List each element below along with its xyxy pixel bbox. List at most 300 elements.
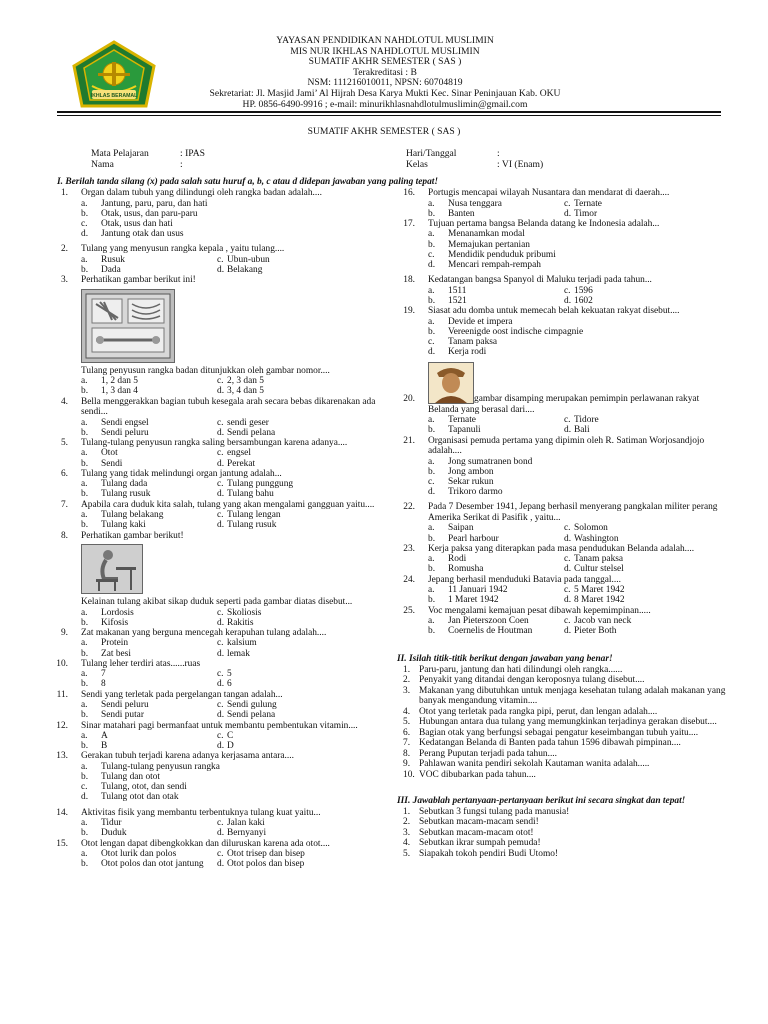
option-text: Ubun-ubun xyxy=(227,254,270,265)
option-letter: a. xyxy=(81,376,88,387)
question-stem xyxy=(50,690,378,701)
option-text: 5 xyxy=(227,669,232,680)
question-stem xyxy=(397,275,727,286)
answer-options xyxy=(81,255,378,275)
question-text: Pada 7 Desember 1941, Jepang berhasil menyerang pangkalan militer perang Amerika Serikat di Pasifik , yaitu... xyxy=(428,502,718,523)
option-letter: c. xyxy=(428,477,435,487)
question-text: Gerakan tubuh terjadi karena adanya kerjasama antara.... xyxy=(81,751,294,762)
answer-option xyxy=(81,772,378,782)
item-text: Sebutkan ikrar sumpah pemuda! xyxy=(419,838,541,849)
item-text: Pahlawan wanita pendiri sekolah Kautaman wanita adalah..... xyxy=(419,759,650,770)
option-letter: b. xyxy=(428,326,436,337)
item-text: VOC dibubarkan pada tahun.... xyxy=(419,769,536,780)
option-text: Jan Pieterszoon Coen xyxy=(448,616,529,626)
option-text: Sendi peluru xyxy=(101,700,149,711)
option-text: Memajukan pertanian xyxy=(448,239,530,250)
option-text: Nusa tenggara xyxy=(448,198,502,209)
answer-option-row xyxy=(81,386,378,396)
answer-options xyxy=(428,229,727,270)
question-stem xyxy=(397,606,727,617)
option-text: Dada xyxy=(101,264,121,275)
answer-options xyxy=(81,376,378,396)
question xyxy=(50,628,378,659)
option-text: Tulang dan otot xyxy=(101,772,161,783)
answer-option-row xyxy=(81,510,378,520)
question xyxy=(50,721,378,752)
option-letter: a. xyxy=(428,456,435,467)
option-letter: d. xyxy=(217,710,225,721)
option-text: Tidur xyxy=(101,818,122,829)
item-text: Makanan yang dibutuhkan untuk menjaga kesehatan tulang adalah makanan yang banyak mengandung vitamin.... xyxy=(419,685,726,707)
answer-options xyxy=(81,669,378,689)
option-text: Protein xyxy=(101,638,129,649)
option-text: Devide et impera xyxy=(448,316,513,327)
name-value: : xyxy=(180,158,183,170)
option-text: Tulang rusuk xyxy=(227,520,277,531)
fill-in-item xyxy=(397,759,727,770)
item-number: 2. xyxy=(403,817,411,828)
answer-option-row xyxy=(81,649,378,659)
option-letter: c. xyxy=(217,638,224,649)
name-label: Nama xyxy=(91,158,114,170)
option-letter: b. xyxy=(81,648,89,659)
question xyxy=(50,188,378,244)
essay-item xyxy=(397,817,727,828)
class-label: Kelas xyxy=(406,158,428,170)
option-text: Sendi engsel xyxy=(101,417,149,428)
option-text: Menanamkan modal xyxy=(448,229,525,240)
question xyxy=(397,275,727,306)
option-text: Otot polos dan bisep xyxy=(227,859,305,870)
answer-option-row xyxy=(81,618,378,628)
answer-option-row xyxy=(81,448,378,458)
question-stem xyxy=(397,362,727,415)
option-letter: c. xyxy=(564,523,571,534)
answer-options xyxy=(81,700,378,720)
option-text: Ternate xyxy=(574,198,602,209)
question-stem xyxy=(50,469,378,480)
option-letter: a. xyxy=(81,417,88,428)
option-letter: c. xyxy=(564,616,571,626)
portrait-image xyxy=(428,362,474,404)
answer-option xyxy=(428,229,727,239)
option-letter: a. xyxy=(428,415,435,426)
question-stem xyxy=(50,839,378,850)
option-letter: b. xyxy=(81,617,89,628)
option-letter: d. xyxy=(217,828,225,839)
essay-item xyxy=(397,807,727,818)
answer-option-row xyxy=(81,741,378,751)
option-letter: b. xyxy=(81,828,89,839)
answer-option-row xyxy=(428,626,727,636)
question-stem xyxy=(50,531,378,542)
option-text: 1, 2 dan 5 xyxy=(101,376,138,387)
question-number: 17. xyxy=(403,218,415,229)
question-text: Sendi yang terletak pada pergelangan tangan adalah... xyxy=(81,689,283,700)
option-letter: d. xyxy=(564,208,572,219)
question-stem xyxy=(397,306,727,317)
question-number: 2. xyxy=(60,244,68,255)
option-text: Sendi pelana xyxy=(227,427,276,438)
option-letter: a. xyxy=(428,198,435,209)
item-number: 1. xyxy=(403,664,411,675)
option-letter: c. xyxy=(428,249,435,260)
option-text: Sendi pelana xyxy=(227,710,276,721)
option-text: 1596 xyxy=(574,285,593,296)
option-text: B xyxy=(101,741,108,752)
option-text: D xyxy=(227,741,234,752)
answer-option-row xyxy=(428,534,727,544)
answer-options xyxy=(428,523,727,543)
answer-option xyxy=(428,347,727,357)
answer-options xyxy=(428,585,727,605)
item-number: 9. xyxy=(403,759,411,770)
option-letter: c. xyxy=(564,285,571,296)
question-number: 12. xyxy=(56,720,68,731)
question xyxy=(50,690,378,721)
fill-in-item xyxy=(397,738,727,749)
question-stem xyxy=(397,544,727,555)
question-number: 23. xyxy=(403,543,415,554)
option-letter: b. xyxy=(81,458,89,469)
option-letter: d. xyxy=(428,347,436,358)
answer-option xyxy=(428,250,727,260)
option-text: Sendi peluru xyxy=(101,427,149,438)
option-text: Tulang-tulang penyusun rangka xyxy=(101,761,220,772)
answer-option-row xyxy=(81,731,378,741)
answer-options xyxy=(81,199,378,240)
answer-option-row xyxy=(428,595,727,605)
fill-in-item xyxy=(397,675,727,686)
option-text: Tulang dada xyxy=(101,479,148,490)
question xyxy=(50,469,378,500)
question-number: 7. xyxy=(60,499,68,510)
question xyxy=(50,659,378,690)
option-text: Rakitis xyxy=(227,617,254,628)
question xyxy=(397,188,727,219)
answer-options xyxy=(428,554,727,574)
option-letter: b. xyxy=(81,772,89,783)
option-text: Tulang kaki xyxy=(101,520,146,531)
option-text: 8 xyxy=(101,679,106,690)
question-text: Otot lengan dapat dibengkokkan dan diluruskan karena ada otot.... xyxy=(81,838,330,849)
option-letter: c. xyxy=(217,417,224,428)
item-text: Siapakah tokoh pendiri Budi Utomo! xyxy=(419,848,559,859)
fill-in-item xyxy=(397,686,727,707)
answer-option xyxy=(428,240,727,250)
question xyxy=(50,275,378,396)
answer-option xyxy=(428,260,727,270)
option-text: Tulang otot dan otak xyxy=(101,792,179,803)
answer-option-row xyxy=(81,669,378,679)
option-letter: b. xyxy=(81,489,89,500)
answer-options xyxy=(81,762,378,803)
answer-options xyxy=(428,199,727,219)
question-number: 8. xyxy=(60,530,68,541)
option-letter: a. xyxy=(428,285,435,296)
answer-options xyxy=(81,479,378,499)
option-text: Otot lurik dan polos xyxy=(101,849,177,859)
question-text: Bella menggerakkan bagian tubuh kesegala arah secara bebas dikarenakan ada sendi... xyxy=(81,396,376,417)
question xyxy=(397,436,727,503)
answer-option-row xyxy=(81,828,378,838)
question-text: Tulang-tulang penyusun rangka saling bersambungan karena adanya.... xyxy=(81,437,348,448)
question-text: Tulang yang menyusun rangka kepala , yaitu tulang.... xyxy=(81,244,285,255)
option-letter: b. xyxy=(428,595,436,606)
question-text: Tujuan pertama bangsa Belanda datang ke Indonesia adalah... xyxy=(428,218,660,229)
option-letter: b. xyxy=(428,626,436,637)
answer-option-row xyxy=(81,679,378,689)
option-text: Saipan xyxy=(448,523,474,534)
answer-option xyxy=(428,337,727,347)
option-letter: d. xyxy=(217,489,225,500)
option-text: 1602 xyxy=(574,295,593,306)
option-letter: a. xyxy=(81,849,88,859)
option-letter: b. xyxy=(81,741,89,752)
option-text: 7 xyxy=(101,669,106,680)
question xyxy=(50,751,378,807)
option-letter: b. xyxy=(428,564,436,575)
option-letter: b. xyxy=(81,208,89,219)
option-text: sendi geser xyxy=(227,417,269,428)
question-text: Kedatangan bangsa Spanyol di Maluku terjadi pada tahun... xyxy=(428,275,652,286)
option-letter: b. xyxy=(81,859,89,870)
option-letter: c. xyxy=(217,700,224,711)
answer-options xyxy=(81,448,378,468)
question-text: Perhatikan gambar berikut ini! xyxy=(81,275,196,286)
question-number: 24. xyxy=(403,574,415,585)
question-number: 6. xyxy=(60,468,68,479)
question-continuation: Tulang penyusun rangka badan ditunjukkan oleh gambar nomor.... xyxy=(81,365,330,376)
answer-option-row xyxy=(81,459,378,469)
option-letter: c. xyxy=(217,376,224,387)
date-value: : xyxy=(497,148,500,159)
fill-in-item xyxy=(397,707,727,718)
answer-option xyxy=(428,327,727,337)
item-number: 10. xyxy=(403,769,415,780)
answer-option-row xyxy=(81,818,378,828)
item-number: 6. xyxy=(403,727,411,738)
option-text: 3, 4 dan 5 xyxy=(227,386,264,397)
answer-options xyxy=(81,418,378,438)
question-stem xyxy=(50,275,378,286)
option-letter: b. xyxy=(428,208,436,219)
option-text: Mencari rempah-rempah xyxy=(448,259,541,270)
answer-options xyxy=(81,849,378,869)
option-text: Sendi gulung xyxy=(227,700,277,711)
answer-option-row xyxy=(81,428,378,438)
option-letter: c. xyxy=(217,607,224,618)
answer-option-row xyxy=(428,286,727,296)
answer-option-row xyxy=(81,700,378,710)
option-letter: b. xyxy=(428,533,436,544)
option-letter: c. xyxy=(217,669,224,680)
option-text: Rodi xyxy=(448,554,467,565)
question xyxy=(397,362,727,435)
option-text: Tapanuli xyxy=(448,425,481,436)
option-letter: d. xyxy=(217,427,225,438)
item-number: 3. xyxy=(403,827,411,838)
option-text: Sekar rukun xyxy=(448,477,494,487)
option-text: Duduk xyxy=(101,828,127,839)
option-text: 1511 xyxy=(448,285,467,296)
option-text: Otak, usus dan hati xyxy=(101,218,173,229)
answer-options xyxy=(81,818,378,838)
option-letter: c. xyxy=(217,818,224,829)
option-text: Jong ambon xyxy=(448,466,494,477)
answer-option xyxy=(81,782,378,792)
option-text: Jalan kaki xyxy=(227,818,265,829)
option-letter: d. xyxy=(564,533,572,544)
option-letter: b. xyxy=(81,679,89,690)
option-text: Perekat xyxy=(227,458,256,469)
option-text: Rusuk xyxy=(101,254,125,265)
option-text: Tulang, otot, dan sendi xyxy=(101,782,187,793)
item-text: Kedatangan Belanda di Banten pada tahun 1596 dibawah pimpinan.... xyxy=(419,738,681,749)
question-number: 14. xyxy=(56,807,68,818)
question-stem xyxy=(50,721,378,732)
option-text: Otot xyxy=(101,448,118,459)
option-text: 6 xyxy=(227,679,232,690)
question-number: 4. xyxy=(60,396,68,407)
option-text: Cultur stelsel xyxy=(574,564,624,575)
item-text: Bagian otak yang berfungsi sebagai pengatur keseimbangan tubuh yaitu.... xyxy=(419,727,699,738)
option-text: Kifosis xyxy=(101,617,129,628)
option-text: Tulang punggung xyxy=(227,479,294,490)
option-text: Tulang rusuk xyxy=(101,489,151,500)
answer-option xyxy=(81,762,378,772)
option-letter: a. xyxy=(428,554,435,565)
option-text: Otot trisep dan bisep xyxy=(227,849,305,859)
question-stem xyxy=(397,436,727,457)
option-letter: a. xyxy=(428,229,435,240)
option-letter: d. xyxy=(217,859,225,870)
question-text: Tulang yang tidak melindungi organ jantung adalah... xyxy=(81,468,282,479)
option-text: 8 Maret 1942 xyxy=(574,595,625,606)
question-stem xyxy=(50,244,378,255)
option-text: kalsium xyxy=(227,638,257,649)
question xyxy=(50,244,378,275)
item-number: 4. xyxy=(403,706,411,717)
answer-option-row xyxy=(81,265,378,275)
question-stem xyxy=(50,188,378,199)
subject-value: : IPAS xyxy=(180,148,205,159)
option-letter: c. xyxy=(564,554,571,565)
answer-option xyxy=(428,487,727,497)
answer-options xyxy=(81,608,378,628)
option-text: Coernelis de Houtman xyxy=(448,626,533,637)
answer-option-row xyxy=(428,616,727,626)
item-number: 8. xyxy=(403,748,411,759)
question-number: 5. xyxy=(60,437,68,448)
header-rule-thin xyxy=(57,115,721,116)
option-text: Tidore xyxy=(574,415,599,426)
page-title: SUMATIF AKHR SEMESTER ( SAS ) xyxy=(307,126,461,137)
item-text: Perang Puputan terjadi pada tahun.... xyxy=(419,748,557,759)
question xyxy=(50,839,378,870)
letterhead xyxy=(200,36,570,110)
option-letter: a. xyxy=(81,761,88,772)
option-letter: a. xyxy=(81,700,88,711)
answer-option-row xyxy=(81,859,378,869)
option-letter: b. xyxy=(81,264,89,275)
option-letter: d. xyxy=(564,425,572,436)
class-value: : VI (Enam) xyxy=(497,158,544,170)
option-text: Jong sumatranen bond xyxy=(448,456,533,467)
questions-left-column xyxy=(50,188,378,869)
question xyxy=(50,500,378,531)
question-text: Kerja paksa yang diterapkan pada masa pendudukan Belanda adalah.... xyxy=(428,543,695,554)
question-text: gambar disamping merupakan pemimpin perlawanan rakyat Belanda yang berasal dari.... xyxy=(428,394,700,415)
option-letter: a. xyxy=(81,818,88,829)
question xyxy=(50,397,378,438)
question-number: 20. xyxy=(403,394,415,405)
option-text: Romusha xyxy=(448,564,484,575)
item-text: Otot yang terletak pada rangka pipi, perut, dan lengan adalah.... xyxy=(419,706,658,717)
answer-option xyxy=(428,477,727,487)
option-letter: d. xyxy=(217,520,225,531)
question-text: Jepang berhasil menduduki Batavia pada tanggal.... xyxy=(428,574,621,585)
section-2-title: II. Isilah titik-titik berikut dengan jawaban yang benar! xyxy=(397,654,613,665)
option-letter: a. xyxy=(81,479,88,490)
option-letter: d. xyxy=(564,295,572,306)
answer-option-row xyxy=(81,520,378,530)
question-text: Sinar matahari pagi bermanfaat untuk membantu pembentukan vitamin.... xyxy=(81,720,358,731)
header-rule-thick xyxy=(57,111,721,113)
option-text: Tanam paksa xyxy=(574,554,624,565)
item-number: 2. xyxy=(403,675,411,686)
item-number: 5. xyxy=(403,717,411,728)
option-letter: a. xyxy=(81,731,88,741)
option-letter: d. xyxy=(564,626,572,637)
answer-option xyxy=(428,467,727,477)
item-number: 5. xyxy=(403,848,411,859)
item-text: Paru-paru, jantung dan hati dilindungi oleh rangka...... xyxy=(419,664,623,675)
option-text: Sendi xyxy=(101,458,123,469)
accreditation: Terakreditasi : B xyxy=(353,66,417,78)
question-number: 3. xyxy=(60,275,68,286)
question xyxy=(50,808,378,839)
fill-in-item xyxy=(397,665,727,676)
item-text: Sebutkan 3 fungsi tulang pada manusia! xyxy=(419,806,570,817)
question-number: 15. xyxy=(56,838,68,849)
question-number: 21. xyxy=(403,435,415,446)
option-letter: a. xyxy=(81,198,88,209)
option-letter: c. xyxy=(217,731,224,741)
question-stem xyxy=(50,397,378,418)
info-right xyxy=(406,149,606,170)
question-number: 10. xyxy=(56,658,68,669)
option-text: Trikoro darmo xyxy=(448,487,503,498)
question-number: 22. xyxy=(403,502,415,513)
option-letter: a. xyxy=(81,254,88,265)
option-text: 11 Januari 1942 xyxy=(448,585,508,596)
fill-in-item xyxy=(397,770,727,781)
answer-option xyxy=(81,209,378,219)
option-text: Ternate xyxy=(448,415,476,426)
question-stem xyxy=(397,188,727,199)
question xyxy=(397,306,727,362)
answer-options xyxy=(428,415,727,435)
option-text: Skoliosis xyxy=(227,607,262,618)
option-letter: c. xyxy=(217,479,224,490)
answer-option-row xyxy=(428,585,727,595)
option-letter: d. xyxy=(217,458,225,469)
answer-option xyxy=(81,792,378,802)
address: Sekretariat: Jl. Masjid Jami’ Al Hijrah Desa Karya Mukti Kec. Sinar Peninjauan Kab. OKU xyxy=(209,87,561,99)
question-stem xyxy=(397,219,727,230)
school-logo xyxy=(68,40,160,108)
